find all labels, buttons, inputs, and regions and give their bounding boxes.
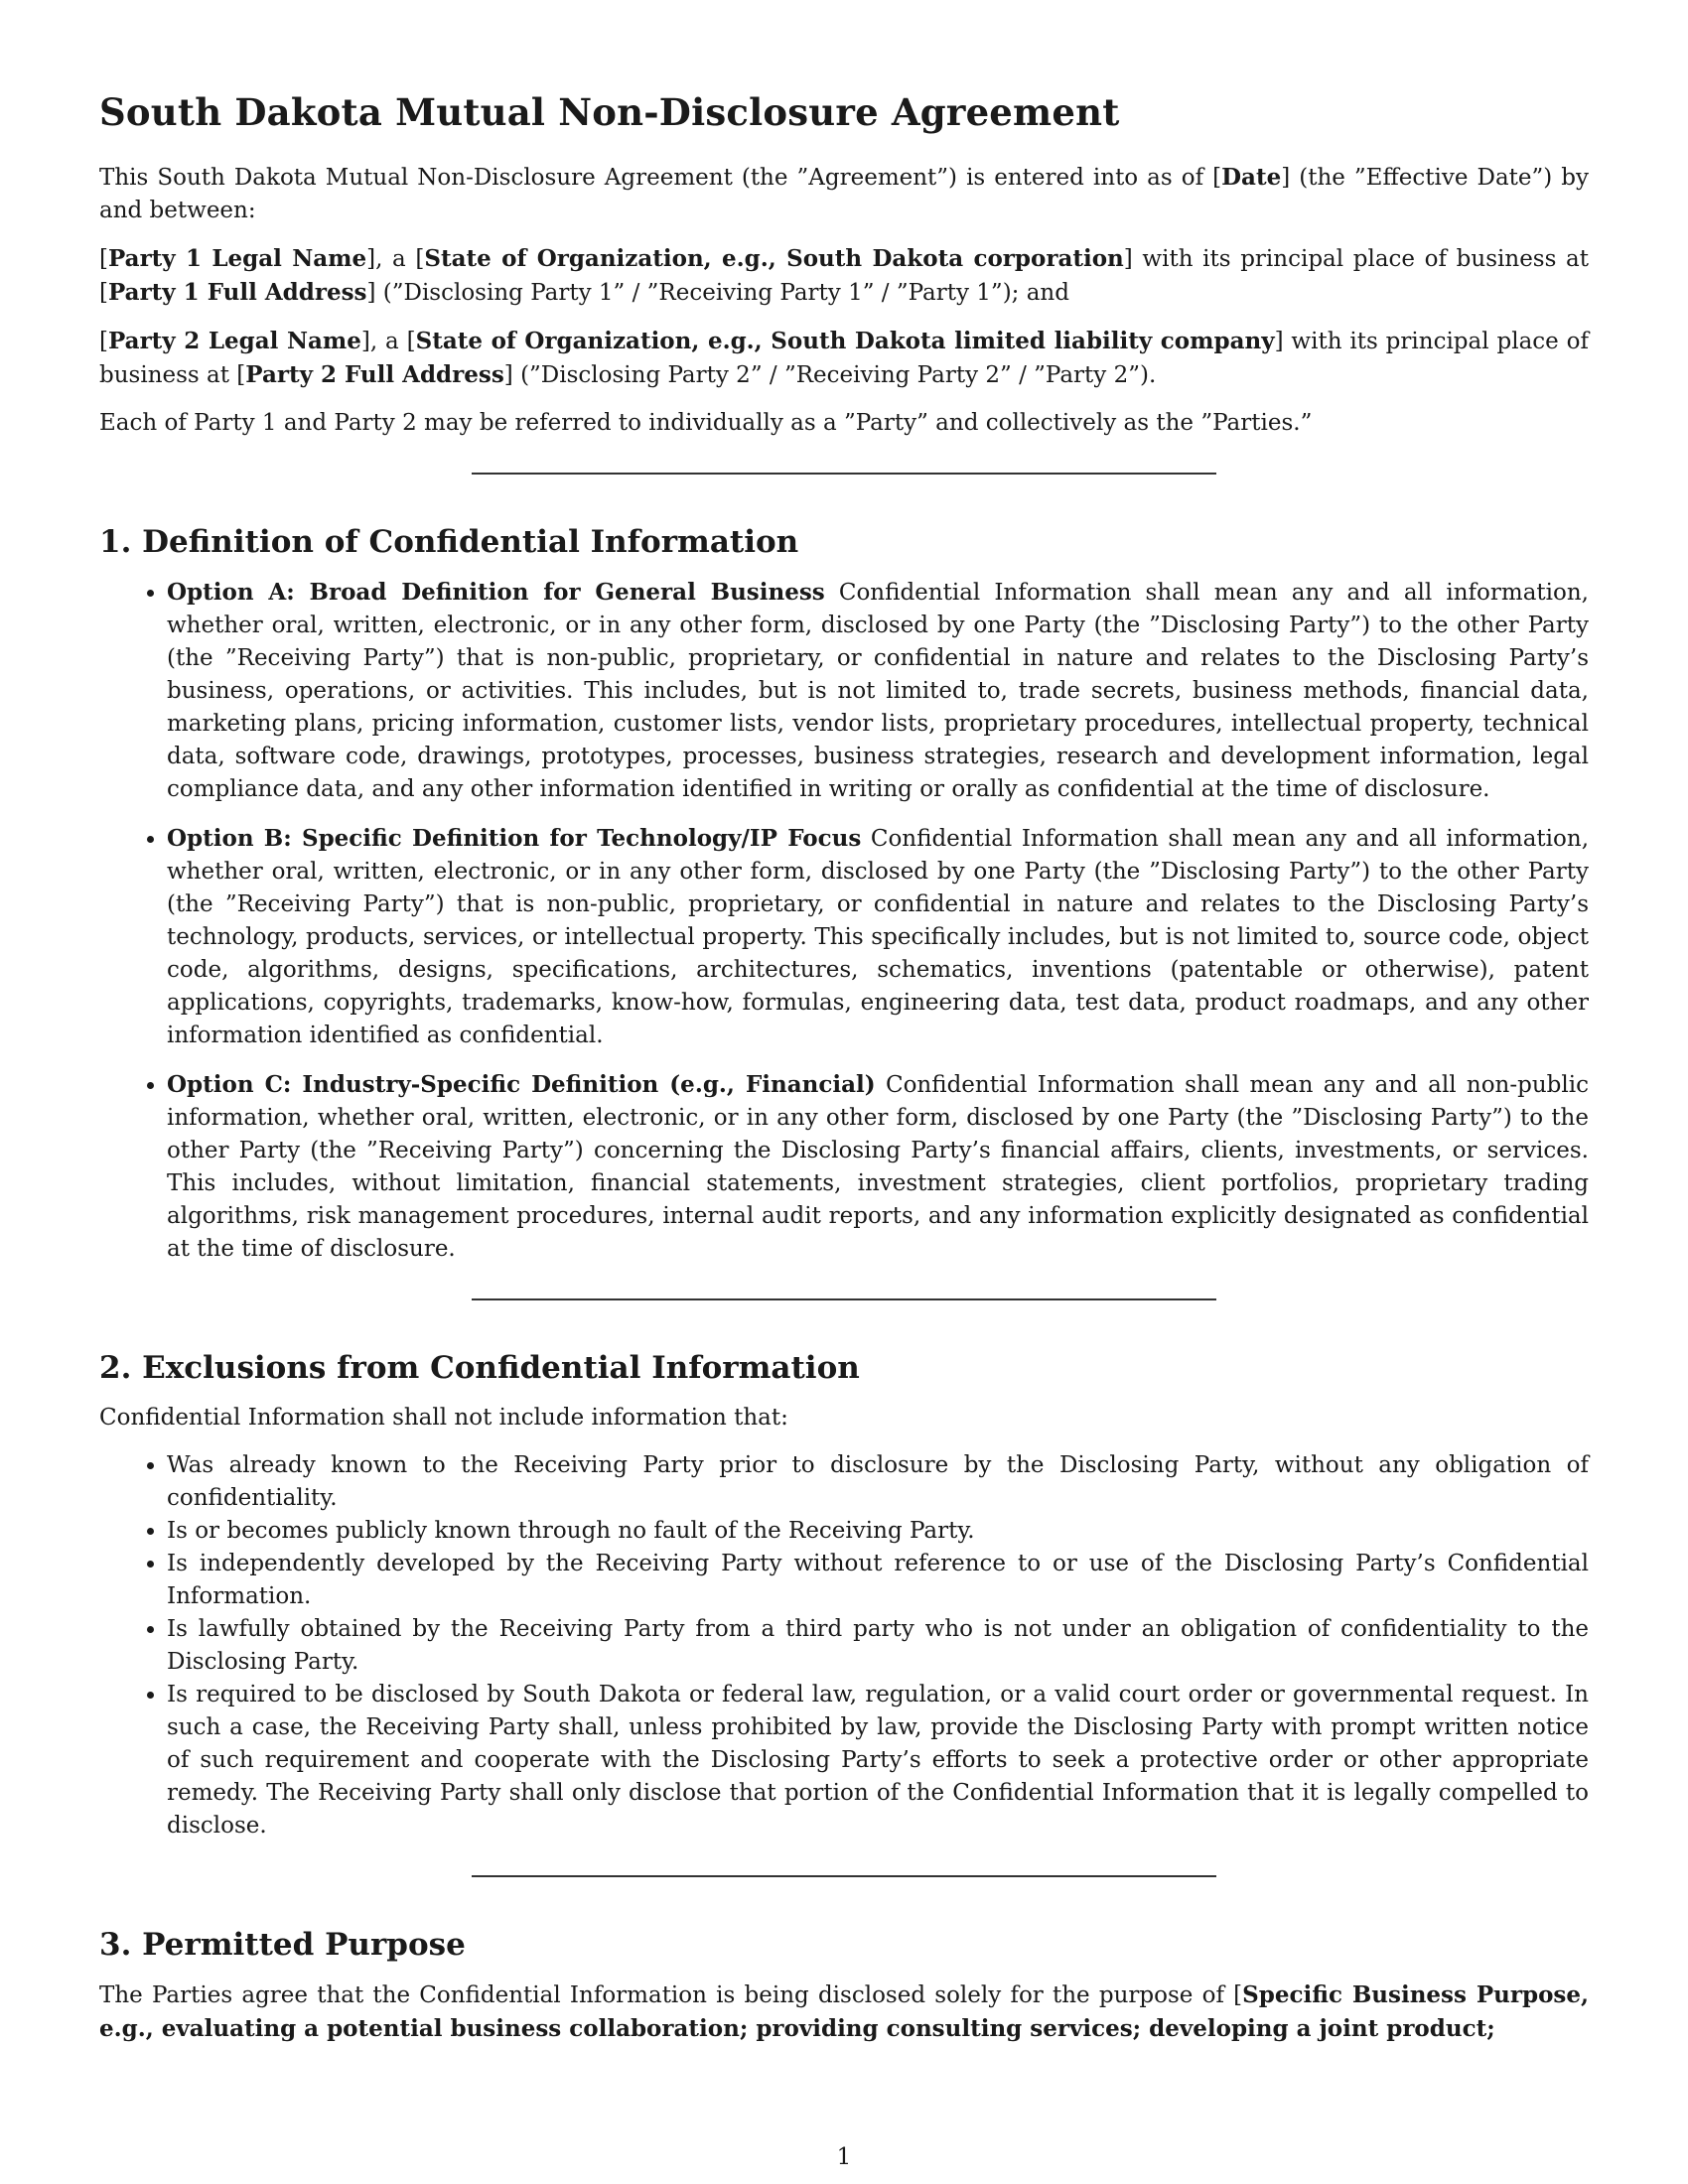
intro-text-start: This South Dakota Mutual Non-Disclosure Agreement (the ”Agreement”) is entered into as of [ — [99, 165, 1222, 191]
exclusions-list — [99, 1449, 1589, 1843]
option-label: Option C: Industry-Specific Definition (e.g., Financial) — [167, 1071, 876, 1098]
parties-note: Each of Party 1 and Party 2 may be referred to individually as a ”Party” and collectively as the ”Parties.” — [99, 410, 1313, 436]
purpose-text: The Parties agree that the Confidential Information is being disclosed solely for the purpose of [ — [99, 1982, 1243, 2008]
party1-name-placeholder: Party 1 Legal Name — [107, 245, 367, 272]
party2-address-placeholder: Party 2 Full Address — [245, 361, 504, 388]
section-divider — [472, 1298, 1216, 1300]
section-1-heading: 1. Definition of Confidential Information — [99, 524, 799, 560]
definition-options-list — [99, 576, 1589, 1266]
list-item — [167, 822, 1589, 1052]
section-3-heading: 3. Permitted Purpose — [99, 1927, 466, 1963]
list-item: • Is or becomes publicly known through no fault of the Receiving Party. — [167, 1515, 1589, 1548]
party2-paragraph — [99, 325, 1589, 392]
party2-text: ], a [ — [360, 329, 416, 354]
party2-name-placeholder: Party 2 Legal Name — [107, 328, 361, 354]
section-divider — [472, 473, 1216, 475]
option-label: Option B: Specific Definition for Technology/IP Focus — [167, 825, 862, 852]
section-2-heading: 2. Exclusions from Confidential Information — [99, 1350, 860, 1386]
party2-text: ] (”Disclosing Party 2” / ”Receiving Party 2” / ”Party 2”). — [503, 362, 1157, 388]
party2-org-placeholder: State of Organization, e.g., South Dakota limited liability company — [415, 328, 1275, 354]
list-item — [167, 1068, 1589, 1266]
party2-text: ] with its principal place of business at [ — [99, 329, 1590, 388]
list-item: • Is independently developed by the Receiving Party without reference to or use of the Disclosing Party’s Confidential Information. — [167, 1548, 1589, 1613]
option-label: Option A: Broad Definition for General Business — [167, 579, 825, 606]
party1-address-placeholder: Party 1 Full Address — [107, 279, 367, 306]
party1-org-placeholder: State of Organization, e.g., South Dakota corporation — [424, 245, 1124, 272]
date-placeholder: Date — [1221, 164, 1282, 191]
party1-text: ] (”Disclosing Party 1” / ”Receiving Party 1” / ”Party 1”); and — [366, 280, 1069, 306]
document-body — [99, 87, 1589, 2061]
option-text: Confidential Information shall mean any and all non-public information, whether oral, written, electronic, or in any other form, disclosed by one Party (the ”Disclosing Party”) to the other Party (the ”Receiving Party”) concerning the Disclosing Party’s financial affairs, clients, investments, or services. This includes, without limitation, financial statements, investment strategies, client portfolios, proprietary trading algorithms, risk management procedures, internal audit reports, and any information explicitly designated as confidential at the time of disclosure. — [167, 1072, 1589, 1262]
intro-paragraph — [99, 161, 1589, 227]
list-item — [167, 576, 1589, 806]
purpose-placeholder: Specific Business Purpose, e.g., evaluating a potential business collaboration; providing consulting services; developing a joint product; — [99, 1981, 1590, 2042]
bracket: [ — [99, 246, 108, 272]
party1-paragraph — [99, 242, 1589, 310]
list-item: • Is required to be disclosed by South Dakota or federal law, regulation, or a valid court order or governmental request. In such a case, the Receiving Party shall, unless prohibited by law, provide the Disclosing Party with prompt written notice of such requirement and cooperate with the Disclosing Party’s efforts to seek a protective order or other appropriate remedy. The Receiving Party shall only disclose that portion of the Confidential Information that it is legally compelled to disclose. — [167, 1679, 1589, 1843]
party1-text: ] with its principal place of business at [ — [99, 246, 1590, 306]
purpose-paragraph — [99, 1979, 1589, 2046]
option-text: Confidential Information shall mean any and all information, whether oral, written, electronic, or in any other form, disclosed by one Party (the ”Disclosing Party”) to the other Party (the ”Receiving Party”) that is non-public, proprietary, or confidential in nature and relates to the Disclosing Party’s business, operations, or activities. This includes, but is not limited to, trade secrets, business methods, financial data, marketing plans, pricing information, customer lists, vendor lists, proprietary procedures, intellectual property, technical data, software code, drawings, prototypes, processes, business strategies, research and development information, legal compliance data, and any other information identified in writing or orally as confidential at the time of disclosure. — [167, 580, 1589, 802]
document-title: South Dakota Mutual Non-Disclosure Agreement — [99, 90, 1120, 134]
option-text: Confidential Information shall mean any and all information, whether oral, written, electronic, or in any other form, disclosed by one Party (the ”Disclosing Party”) to the other Party (the ”Receiving Party”) that is non-public, proprietary, or confidential in nature and relates to the Disclosing Party’s technology, products, services, or intellectual property. This specifically includes, but is not limited to, source code, object code, algorithms, designs, specifications, architectures, schematics, inventions (patentable or otherwise), patent applications, copyrights, trademarks, know-how, formulas, engineering data, test data, product roadmaps, and any other information identified as confidential. — [167, 826, 1589, 1048]
list-item: • Was already known to the Receiving Party prior to disclosure by the Disclosing Party, without any obligation of confidentiality. — [167, 1449, 1589, 1515]
party1-text: ], a [ — [366, 246, 425, 272]
intro-text-end: ] (the ”Effective Date”) by and between: — [99, 165, 1589, 223]
section-divider — [472, 1875, 1216, 1877]
list-item: • Is lawfully obtained by the Receiving Party from a third party who is not under an obligation of confidentiality to the Disclosing Party. — [167, 1613, 1589, 1679]
page-number: 1 — [836, 2144, 852, 2170]
bracket: [ — [99, 329, 108, 354]
exclusions-lead: Confidential Information shall not include information that: — [99, 1405, 788, 1431]
